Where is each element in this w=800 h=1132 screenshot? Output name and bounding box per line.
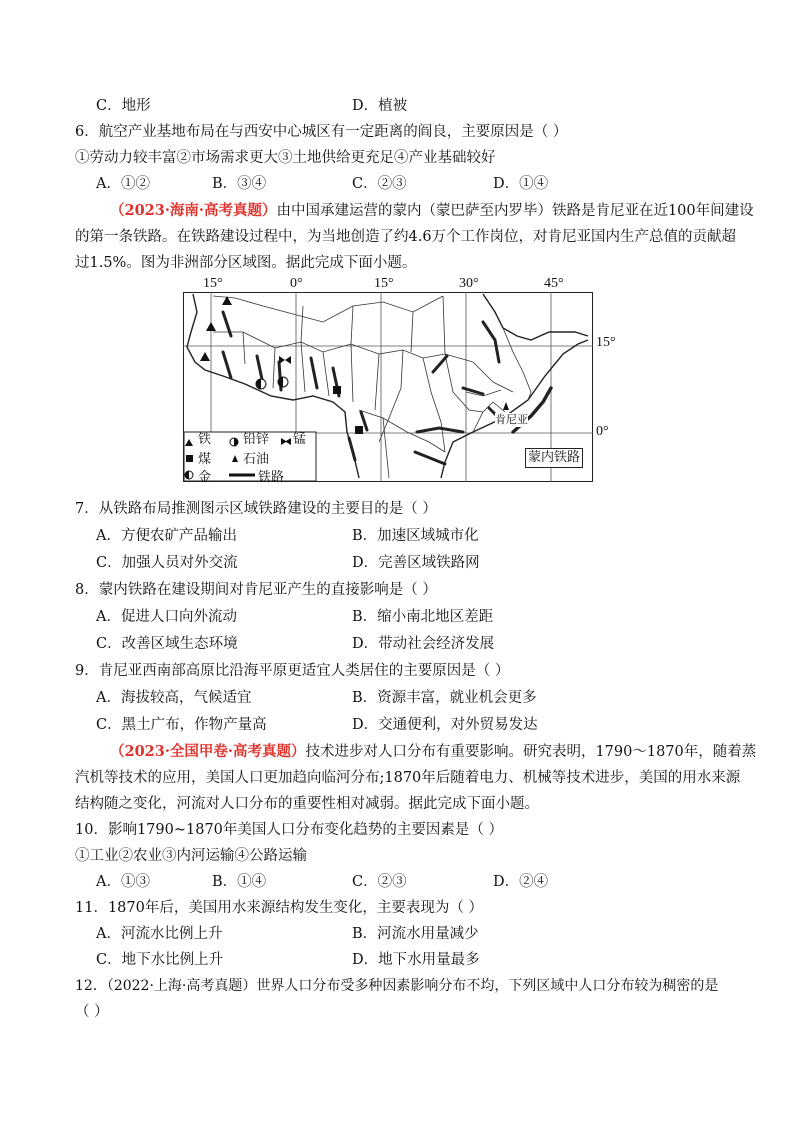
passage1-line3: 过1.5%。图为非洲部分区域图。据此完成下面小题。 — [75, 255, 417, 271]
q6-items: ①劳动力较丰富②市场需求更大③土地供给更充足④产业基础较好 — [75, 150, 496, 166]
q5-option-c: C．地形 — [96, 98, 151, 114]
legend-oil-label: 石油 — [243, 452, 270, 467]
passage2-line1-text: 技术进步对人口分布有重要影响。研究表明，1790～1870年，随着蒸 — [305, 744, 757, 760]
q10-items: ①工业②农业③内河运输④公路运输 — [75, 848, 307, 864]
lon-label-15w: 15° — [203, 276, 223, 291]
legend-lead-zinc-label: 铅锌 — [243, 432, 270, 447]
gold-icon — [278, 377, 288, 387]
q9-option-c: C．黑土广布，作物产量高 — [96, 717, 267, 733]
q9-option-a: A．海拔较高，气候适宜 — [96, 690, 252, 706]
legend-manganese-label: 锰 — [293, 432, 307, 447]
q7-option-c: C．加强人员对外交流 — [96, 555, 238, 571]
coal-icon — [333, 386, 341, 394]
q9-stem: 9．肯尼亚西南部高原比沿海平原更适宜人类居住的主要原因是（ ） — [75, 663, 510, 679]
passage1-line2: 的第一条铁路。在铁路建设过程中，为当地创造了约4.6万个工作岗位，对肯尼亚国内生产总值的贡献超 — [75, 229, 737, 245]
q6-option-d: D．①④ — [493, 176, 549, 192]
mombasa-nairobi-railway-label: 蒙内铁路 — [525, 448, 583, 468]
q11-option-a: A．河流水比例上升 — [96, 926, 223, 942]
q11-option-b: B．河流水用量减少 — [352, 926, 479, 942]
lon-label-15e: 15° — [374, 276, 394, 291]
q7-stem: 7．从铁路布局推测图示区域铁路建设的主要目的是（ ） — [75, 501, 437, 517]
lat-label-15n: 15° — [596, 335, 616, 350]
passage2-source: （2023·全国甲卷·高考真题） — [110, 743, 306, 760]
q9-option-b: B．资源丰富，就业机会更多 — [352, 690, 537, 706]
legend-coal-label: 煤 — [198, 452, 212, 467]
q6-option-a: A．①② — [96, 176, 150, 192]
q11-option-c: C．地下水比例上升 — [96, 952, 224, 968]
lon-label-0: 0° — [290, 276, 303, 291]
lat-label-0: 0° — [596, 424, 609, 439]
gold-icon — [256, 379, 266, 389]
q8-option-c: C．改善区域生态环境 — [96, 636, 238, 652]
q6-option-b: B．③④ — [212, 176, 267, 192]
q10-option-c: C．②③ — [352, 874, 407, 890]
passage2-line3: 结构随之变化，河流对人口分布的重要性相对减弱。据此完成下面小题。 — [75, 796, 539, 812]
q8-stem: 8．蒙内铁路在建设期间对肯尼亚产生的直接影响是（ ） — [75, 582, 437, 598]
q11-stem: 11．1870年后，美国用水来源结构发生变化，主要表现为（ ） — [75, 900, 483, 916]
passage1-line1-text: 由中国承建运营的蒙内（蒙巴萨至内罗毕）铁路是肯尼亚在近100年间建设 — [276, 203, 754, 219]
q5-option-d: D．植被 — [352, 98, 408, 114]
coal-icon — [355, 426, 363, 434]
q8-option-b: B．缩小南北地区差距 — [352, 609, 494, 625]
q8-option-d: D．带动社会经济发展 — [352, 636, 495, 652]
q8-option-a: A．促进人口向外流动 — [96, 609, 237, 625]
passage2-line2: 汽机等技术的应用，美国人口更加趋向临河分布;1870年后随着电力、机械等技术进步，美国的用水来源 — [75, 770, 741, 786]
q11-option-d: D．地下水用量最多 — [352, 952, 480, 968]
q7-option-a: A．方便农矿产品输出 — [96, 528, 237, 544]
q7-option-b: B．加速区域城市化 — [352, 528, 479, 544]
q10-stem: 10．影响1790~1870年美国人口分布变化趋势的主要因素是（ ） — [75, 822, 504, 838]
q10-option-a: A．①③ — [96, 874, 150, 890]
legend-gold-label: 金 — [198, 470, 212, 485]
legend-iron-label: 铁 — [198, 432, 212, 447]
q12-stem: 12．（2022·上海·高考真题）世界人口分布受多种因素影响分布不均，下列区域中人口分布较为稠密的是 — [75, 978, 719, 994]
lon-label-45e: 45° — [544, 276, 564, 291]
lon-label-30e: 30° — [459, 276, 479, 291]
q12-tail: （ ） — [75, 1004, 109, 1020]
passage2-line1 — [110, 741, 756, 763]
legend-coal-icon — [186, 455, 193, 462]
legend-railway-label: 铁路 — [258, 470, 285, 485]
q10-option-b: B．①④ — [212, 874, 267, 890]
q10-option-d: D．②④ — [493, 874, 549, 890]
passage1-line1 — [110, 200, 754, 222]
q6-stem: 6．航空产业基地布局在与西安中心城区有一定距离的阎良，主要原因是（ ） — [75, 124, 568, 140]
passage1-source: （2023·海南·高考真题） — [110, 202, 277, 219]
q7-option-d: D．完善区域铁路网 — [352, 555, 480, 571]
q9-option-d: D．交通便利，对外贸易发达 — [352, 717, 538, 733]
q6-option-c: C．②③ — [352, 176, 407, 192]
kenya-label: 肯尼亚 — [495, 413, 528, 426]
